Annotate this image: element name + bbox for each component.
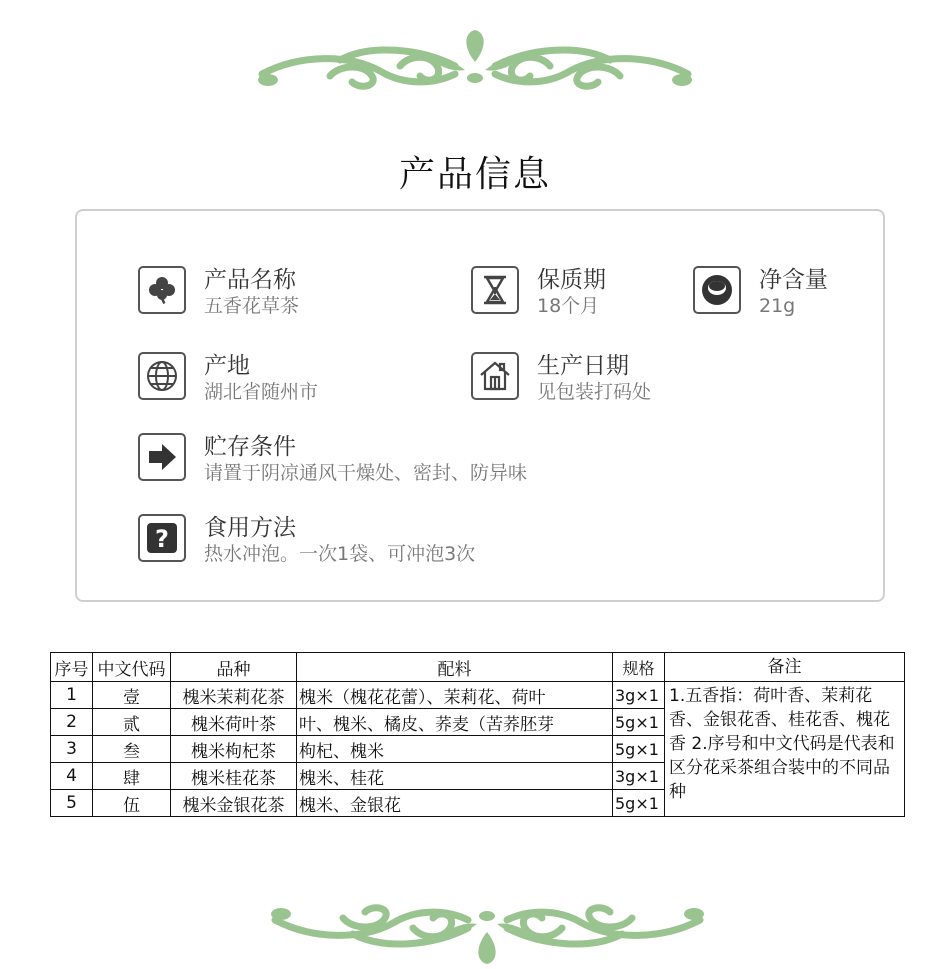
table-note: 1.五香指：荷叶香、茉莉花香、金银花香、桂花香、槐花香 2.序号和中文代码是代表和区分花采茶组合装中的不同品种 — [665, 682, 905, 817]
row-seq: 2 — [51, 709, 93, 736]
row-ingredients: 叶、槐米、橘皮、荞麦（苦荞胚芽 — [297, 709, 613, 736]
shelf-life-value: 18个月 — [537, 295, 600, 317]
row-spec: 5g×1 — [613, 790, 665, 817]
page-title: 产品信息 — [398, 154, 551, 195]
header-note: 备注 — [665, 653, 905, 682]
variety-table — [50, 652, 905, 817]
product-name-label: 产品名称 — [204, 267, 296, 293]
row-ingredients: 槐米（槐花花蕾）、茉莉花、荷叶 — [297, 682, 613, 709]
bottom-floral-ornament — [0, 898, 950, 968]
usage-label: 食用方法 — [204, 515, 296, 541]
usage-value: 热水冲泡。一次1袋、可冲泡3次 — [204, 543, 476, 565]
hourglass-icon — [471, 266, 519, 314]
header-ingredients: 配料 — [297, 653, 613, 682]
origin-item — [138, 352, 318, 404]
product-name-item — [138, 266, 299, 318]
product-name-value: 五香花草茶 — [204, 295, 300, 317]
header-seq: 序号 — [51, 653, 93, 682]
storage-value: 请置于阴凉通风干燥处、密封、防异味 — [204, 462, 528, 484]
header-spec: 规格 — [613, 653, 665, 682]
row-spec: 3g×1 — [613, 763, 665, 790]
arrow-icon — [138, 433, 186, 481]
row-code: 壹 — [93, 682, 171, 709]
origin-value: 湖北省随州市 — [204, 381, 319, 403]
row-kind: 槐米金银花茶 — [171, 790, 297, 817]
top-floral-ornament — [0, 26, 950, 96]
row-ingredients: 枸杞、槐米 — [297, 736, 613, 763]
row-seq: 3 — [51, 736, 93, 763]
production-date-label: 生产日期 — [537, 353, 629, 379]
storage-item — [138, 433, 527, 485]
row-kind: 槐米枸杞茶 — [171, 736, 297, 763]
row-code: 叁 — [93, 736, 171, 763]
origin-label: 产地 — [204, 353, 250, 379]
shelf-life-item — [471, 266, 606, 318]
clover-icon — [138, 266, 186, 314]
net-weight-value: 21g — [759, 295, 796, 317]
shelf-life-label: 保质期 — [537, 267, 606, 293]
weight-icon — [693, 266, 741, 314]
row-kind: 槐米荷叶茶 — [171, 709, 297, 736]
product-info-card — [75, 209, 885, 602]
row-seq: 4 — [51, 763, 93, 790]
row-spec: 5g×1 — [613, 709, 665, 736]
table-header-row — [51, 653, 905, 682]
question-icon — [138, 514, 186, 562]
net-weight-item — [693, 266, 828, 318]
row-ingredients: 槐米、金银花 — [297, 790, 613, 817]
usage-item — [138, 514, 475, 566]
svg-text:?: ? — [155, 525, 169, 553]
house-icon — [471, 352, 519, 400]
net-weight-label: 净含量 — [759, 267, 828, 293]
row-code: 肆 — [93, 763, 171, 790]
production-date-item — [471, 352, 651, 404]
production-date-value: 见包装打码处 — [537, 381, 652, 403]
row-code: 伍 — [93, 790, 171, 817]
row-seq: 1 — [51, 682, 93, 709]
table-row — [51, 682, 905, 709]
row-kind: 槐米桂花茶 — [171, 763, 297, 790]
globe-icon — [138, 352, 186, 400]
row-spec: 3g×1 — [613, 682, 665, 709]
storage-label: 贮存条件 — [204, 434, 296, 460]
row-spec: 5g×1 — [613, 736, 665, 763]
header-code: 中文代码 — [93, 653, 171, 682]
row-code: 贰 — [93, 709, 171, 736]
row-kind: 槐米茉莉花茶 — [171, 682, 297, 709]
header-kind: 品种 — [171, 653, 297, 682]
row-ingredients: 槐米、桂花 — [297, 763, 613, 790]
row-seq: 5 — [51, 790, 93, 817]
